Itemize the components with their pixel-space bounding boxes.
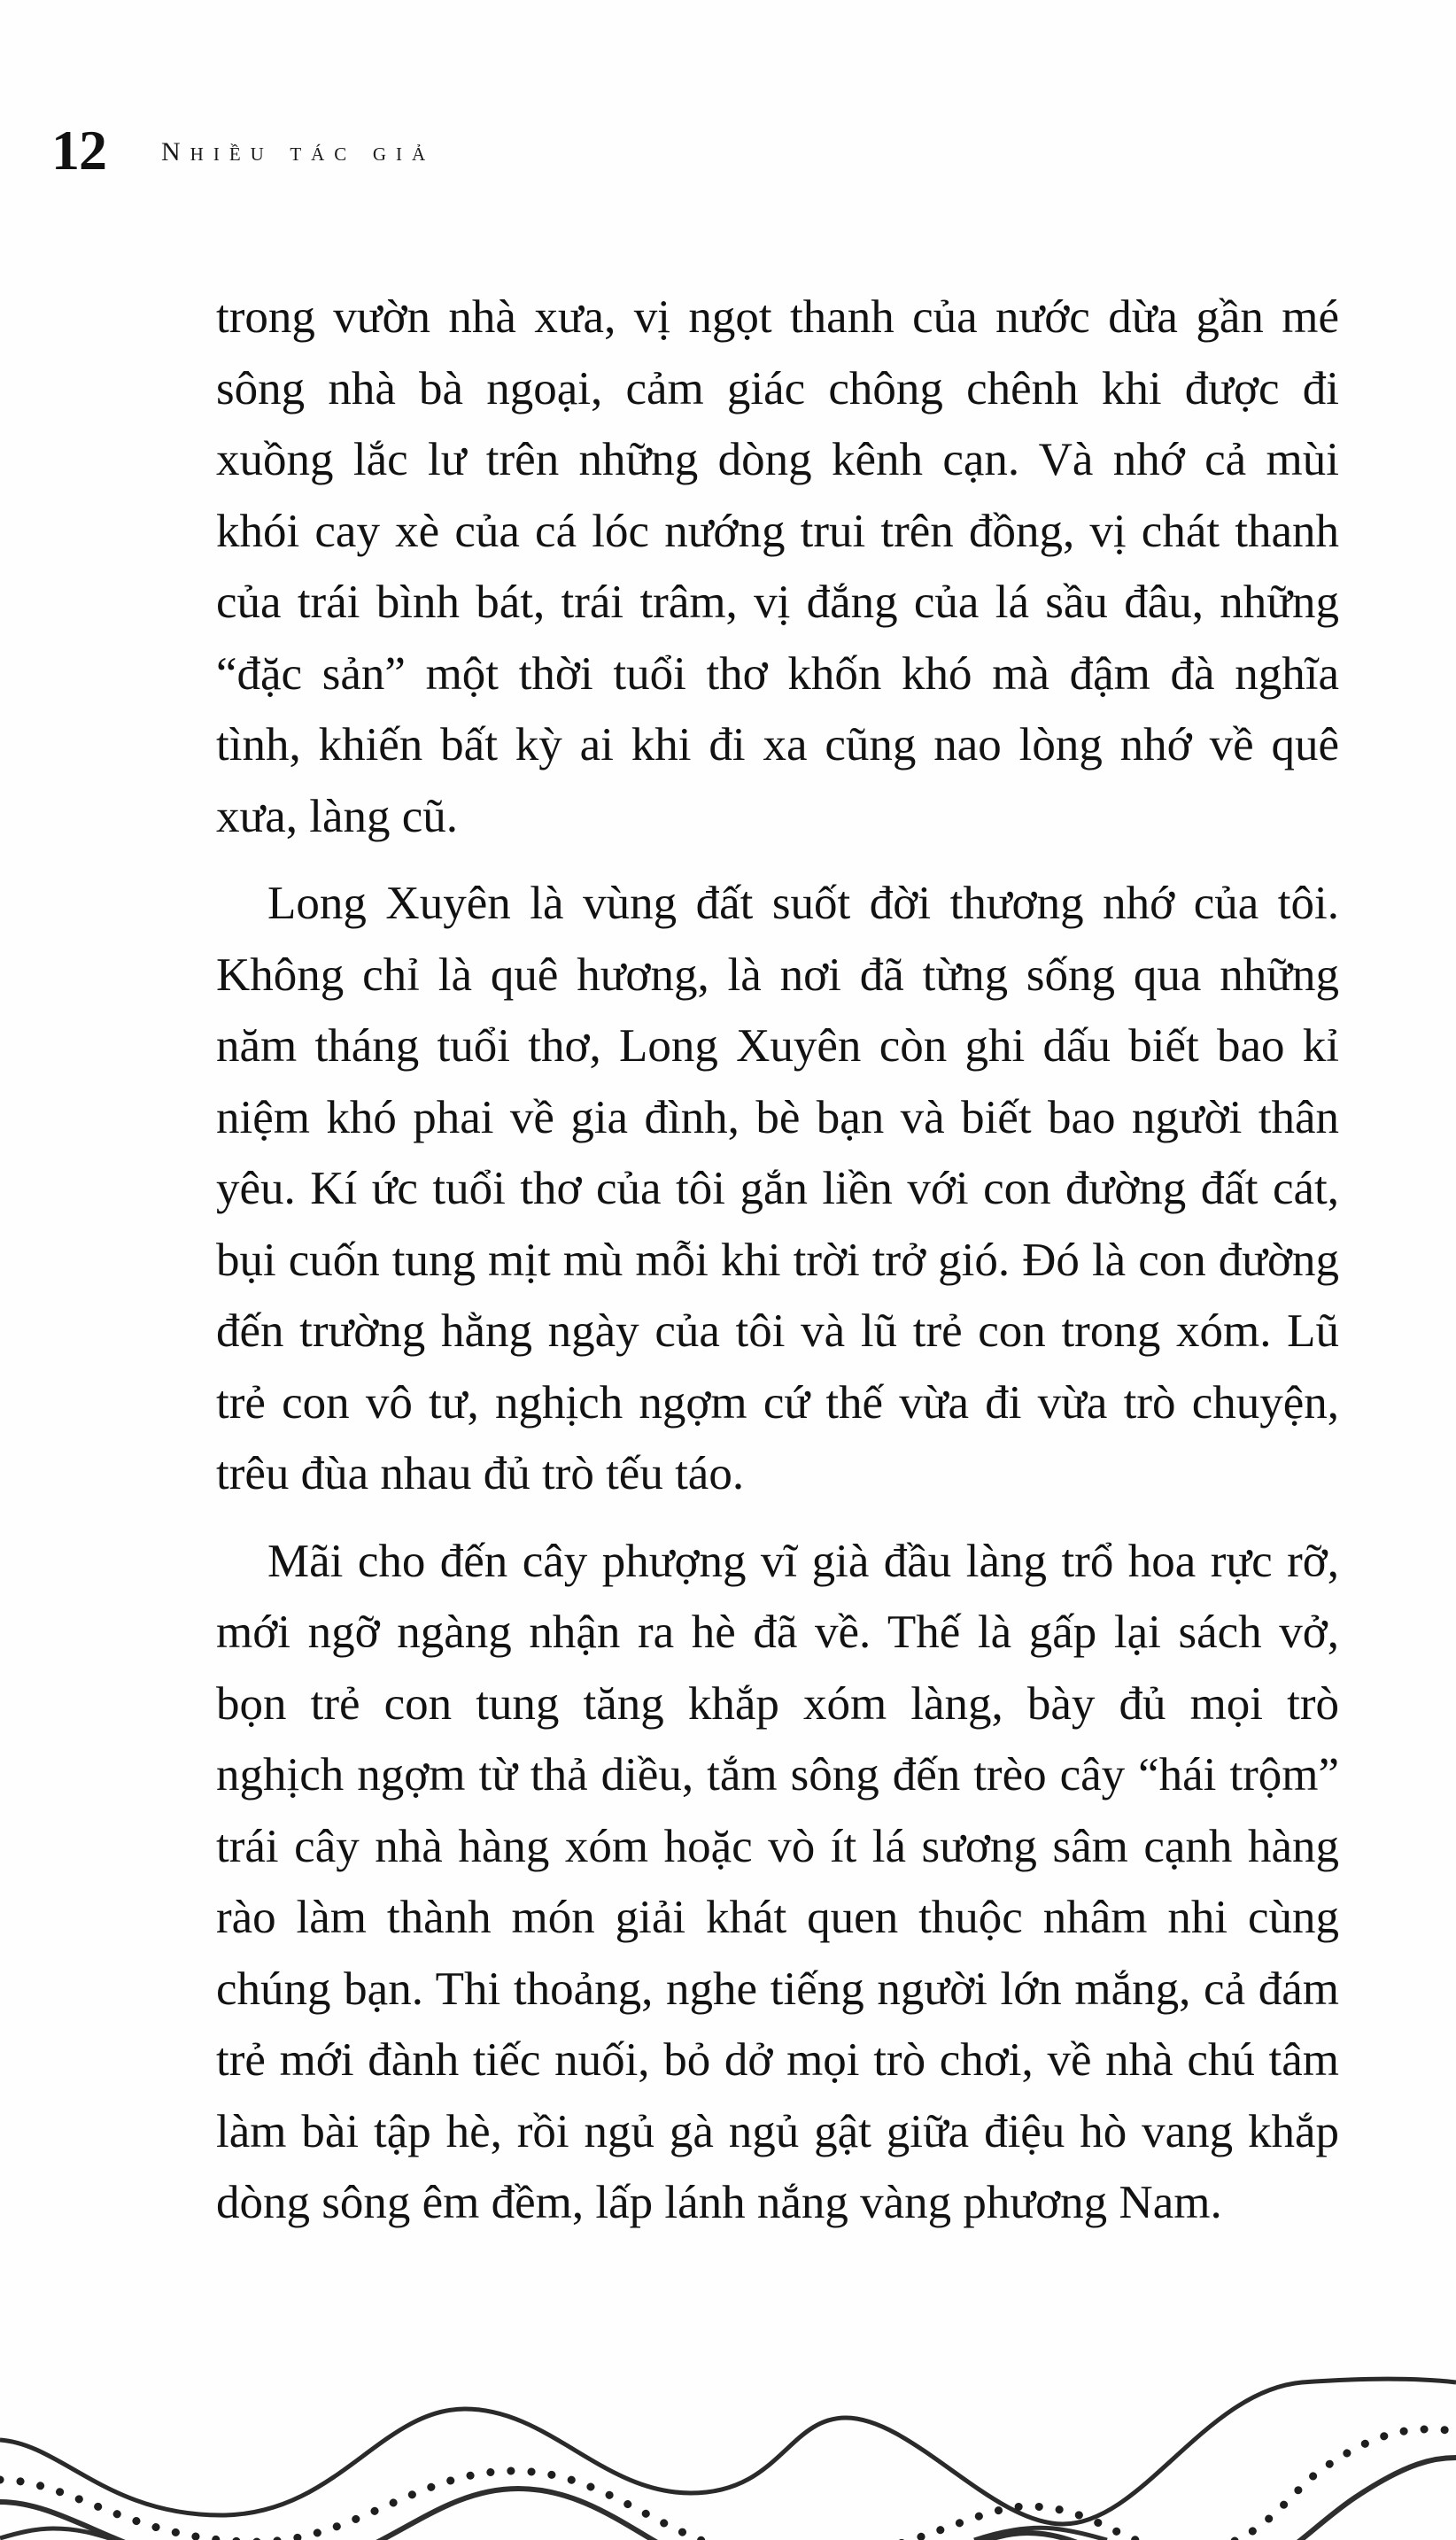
page-number: 12 — [51, 119, 106, 182]
wave-dots-ornament-icon — [0, 2338, 1456, 2540]
running-head: Nhiều tác giả — [161, 137, 436, 166]
page-header — [51, 119, 436, 182]
paragraph-3: Mãi cho đến cây phượng vĩ già đầu làng trổ hoa rực rỡ, mới ngỡ ngàng nhận ra hè đã về. Thế là gấp lại sách vở, bọn trẻ con tung tăng khắp xóm làng, bày đủ mọi trò nghịch ngợm từ thả diều, tắm sông đến trèo cây “hái trộm” trái cây nhà hàng xóm hoặc vò ít lá sương sâm cạnh hàng rào làm thành món giải khát quen thuộc nhâm nhi cùng chúng bạn. Thi thoảng, nghe tiếng người lớn mắng, cả đám trẻ mới đành tiếc nuối, bỏ dở mọi trò chơi, về nhà chú tâm làm bài tập hè, rồi ngủ gà ngủ gật giữa điệu hò vang khắp dòng sông êm đềm, lấp lánh nắng vàng phương Nam. — [216, 1535, 1339, 2228]
paragraph-2: Long Xuyên là vùng đất suốt đời thương nhớ của tôi. Không chỉ là quê hương, là nơi đã từng sống qua những năm tháng tuổi thơ, Long Xuyên còn ghi dấu biết bao kỉ niệm khó phai về gia đình, bè bạn và biết bao người thân yêu. Kí ức tuổi thơ của tôi gắn liền với con đường đất cát, bụi cuốn tung mịt mù mỗi khi trời trở gió. Đó là con đường đến trường hằng ngày của tôi và lũ trẻ con trong xóm. Lũ trẻ con vô tư, nghịch ngợm cứ thế vừa đi vừa trò chuyện, trêu đùa nhau đủ trò tếu táo. — [216, 878, 1339, 1499]
body-text — [216, 282, 1339, 2239]
paragraph-1: trong vườn nhà xưa, vị ngọt thanh của nước dừa gần mé sông nhà bà ngoại, cảm giác chông chênh khi được đi xuồng lắc lư trên những dòng kênh cạn. Và nhớ cả mùi khói cay xè của cá lóc nướng trui trên đồng, vị chát thanh của trái bình bát, trái trâm, vị đắng của lá sầu đâu, những “đặc sản” một thời tuổi thơ khốn khó mà đậm đà nghĩa tình, khiến bất kỳ ai khi đi xa cũng nao lòng nhớ về quê xưa, làng cũ. — [216, 291, 1339, 842]
